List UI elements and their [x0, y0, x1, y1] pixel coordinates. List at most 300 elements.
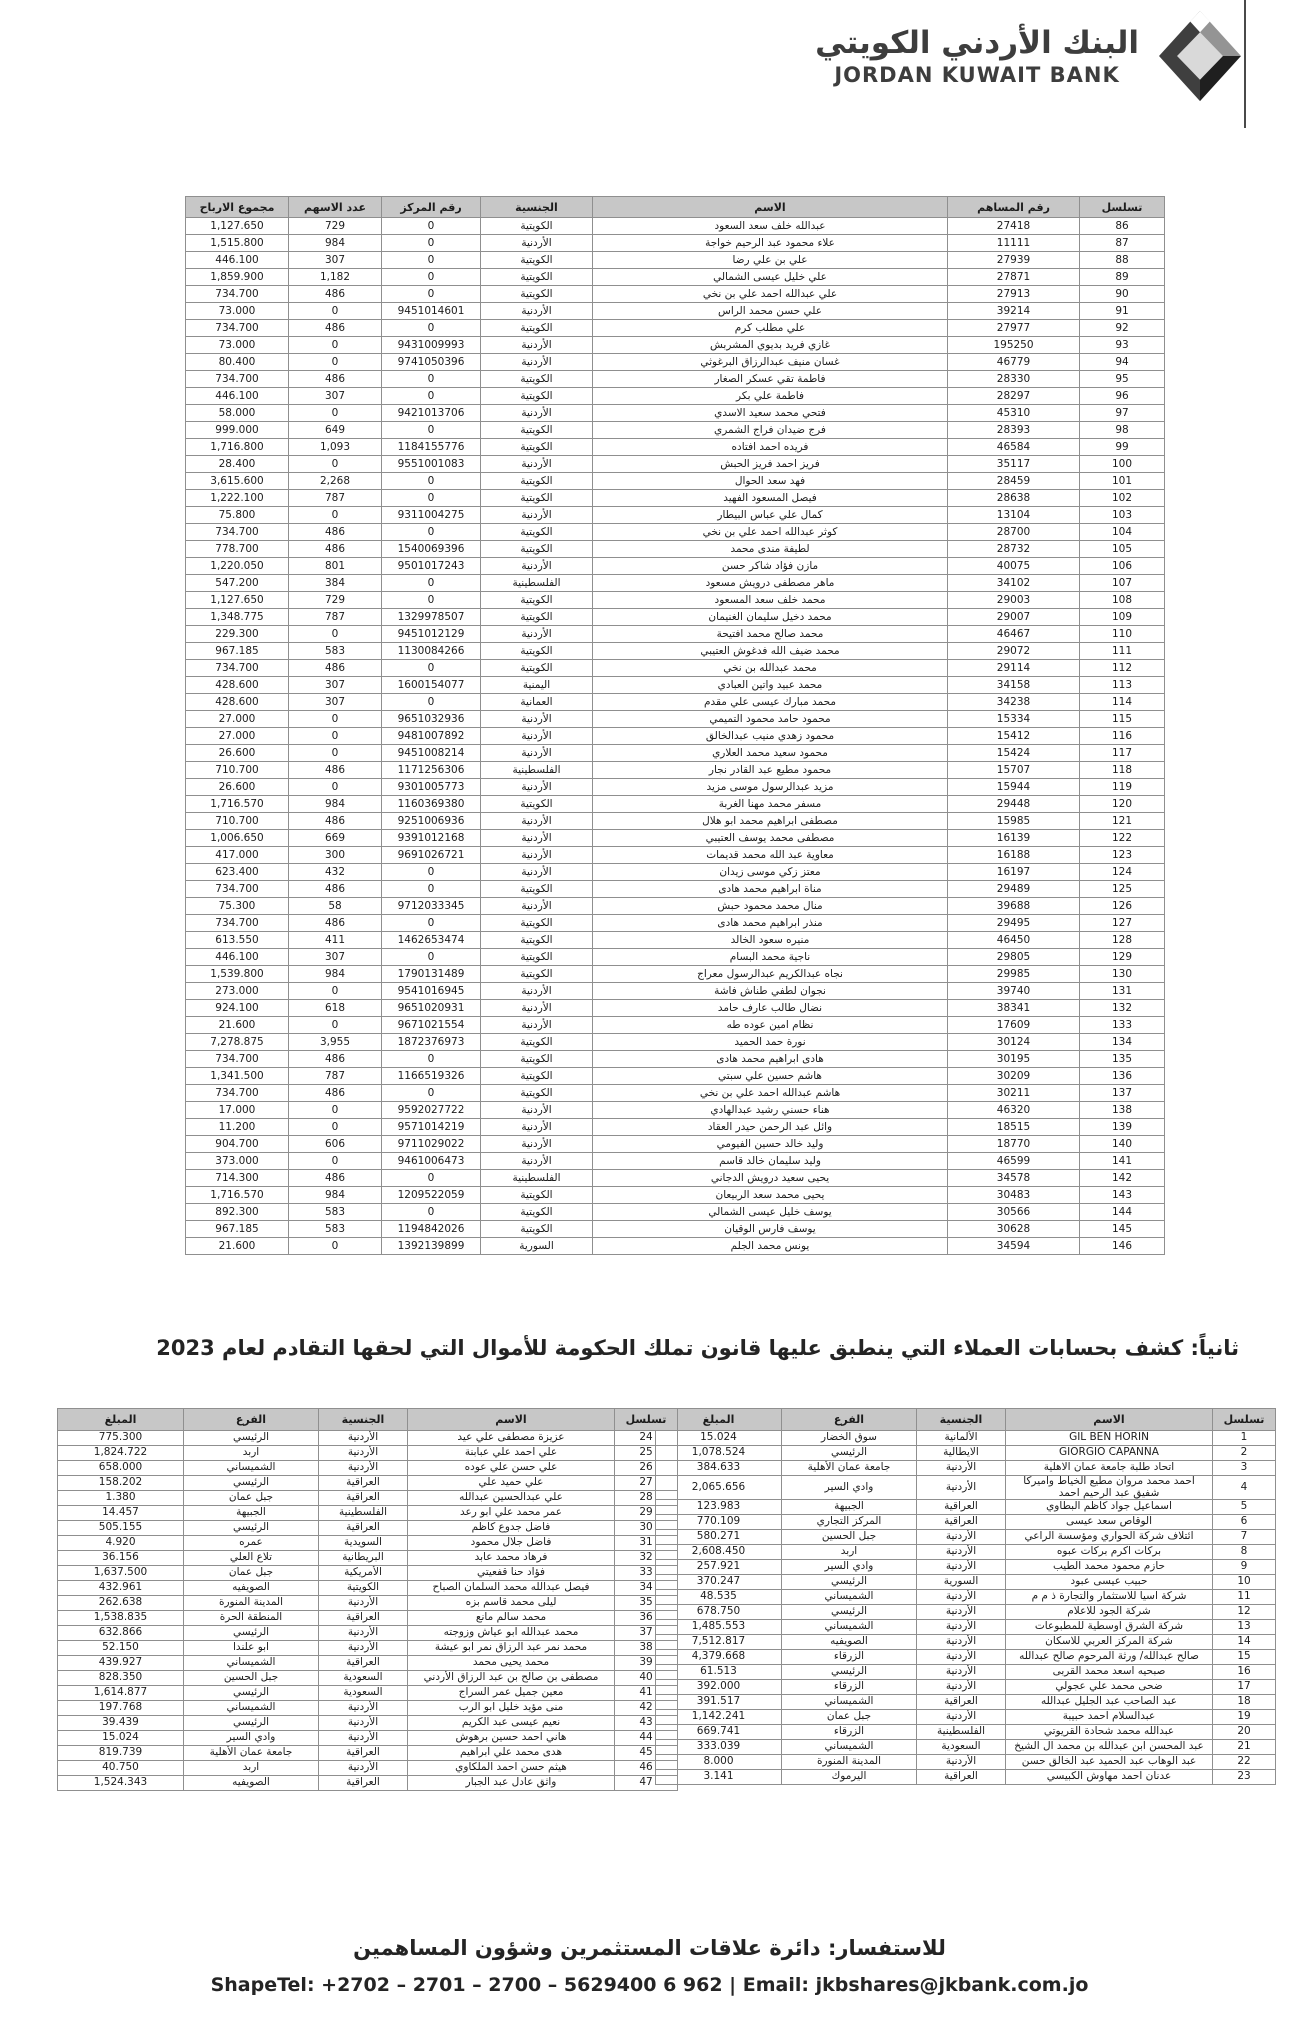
table-cell: صبحيه اسعد محمد القربى	[1006, 1665, 1213, 1680]
table-cell: 86	[1080, 218, 1165, 235]
table-cell: الألمانية	[917, 1431, 1006, 1446]
table-cell: 632.866	[58, 1626, 184, 1641]
table-cell: 0	[289, 405, 382, 422]
table-cell: 195250	[948, 337, 1080, 354]
table-cell: 40075	[948, 558, 1080, 575]
table-cell: العراقية	[319, 1521, 408, 1536]
table-cell: يحيى سعيد درويش الدجاني	[593, 1170, 948, 1187]
table-row	[186, 1204, 1165, 1221]
table-cell: 30	[615, 1521, 678, 1536]
table-cell: 2,065.656	[656, 1476, 782, 1500]
table-cell: 16139	[948, 830, 1080, 847]
table-cell: 36	[615, 1611, 678, 1626]
table-cell: 0	[289, 337, 382, 354]
table-cell: 29495	[948, 915, 1080, 932]
table-cell: 27	[615, 1476, 678, 1491]
table-cell: 118	[1080, 762, 1165, 779]
table-cell: 0	[382, 524, 481, 541]
table-cell: الأردنية	[319, 1716, 408, 1731]
table-cell: 734.700	[186, 660, 289, 677]
table-cell: 486	[289, 320, 382, 337]
table-cell: 28732	[948, 541, 1080, 558]
table-cell: 21.600	[186, 1238, 289, 1255]
table-cell: هادى ابراهيم محمد هادى	[593, 1051, 948, 1068]
table-cell: 73.000	[186, 303, 289, 320]
table-cell: 46599	[948, 1153, 1080, 1170]
table-cell: 9691026721	[382, 847, 481, 864]
table-cell: 9311004275	[382, 507, 481, 524]
table-cell: العراقية	[319, 1476, 408, 1491]
table-cell: 127	[1080, 915, 1165, 932]
table-cell: 28459	[948, 473, 1080, 490]
table-cell: غازي فريد بديوي المشربش	[593, 337, 948, 354]
table-cell: 126	[1080, 898, 1165, 915]
table-cell: 613.550	[186, 932, 289, 949]
table-row	[58, 1716, 678, 1731]
table-cell: الأردنية	[481, 337, 593, 354]
table-cell: 39.439	[58, 1716, 184, 1731]
table-cell: 370.247	[656, 1575, 782, 1590]
table-cell: 0	[382, 422, 481, 439]
bank-name-arabic: البنك الأردني الكويتي	[815, 25, 1139, 61]
table-cell: نورة حمد الحميد	[593, 1034, 948, 1051]
table-cell: 984	[289, 235, 382, 252]
table-cell: احمد محمد مروان مطيع الخياط واميركا شفيق عبد الرحيم احمد	[1006, 1476, 1213, 1500]
table-cell: 428.600	[186, 694, 289, 711]
table-cell: 35117	[948, 456, 1080, 473]
table-row	[656, 1530, 1276, 1545]
table-cell: الكويتية	[481, 286, 593, 303]
table-cell: 43	[615, 1716, 678, 1731]
table-cell: الأردنية	[481, 728, 593, 745]
table-cell: 29448	[948, 796, 1080, 813]
table-cell: 30124	[948, 1034, 1080, 1051]
table-cell: 11	[1213, 1590, 1276, 1605]
table-cell: 1,637.500	[58, 1566, 184, 1581]
table-row	[58, 1431, 678, 1446]
table-cell: 93	[1080, 337, 1165, 354]
table-row	[186, 1051, 1165, 1068]
table-cell: 111	[1080, 643, 1165, 660]
table-cell: 669.741	[656, 1725, 782, 1740]
column-header: الاسم	[1006, 1409, 1213, 1431]
table-cell: 29072	[948, 643, 1080, 660]
table-cell: العراقية	[917, 1770, 1006, 1785]
table-cell: 0	[382, 1051, 481, 1068]
table-cell: الكويتية	[481, 643, 593, 660]
table-cell: 432.961	[58, 1581, 184, 1596]
table-cell: نضال طالب عارف حامد	[593, 1000, 948, 1017]
table-cell: جبل عمان	[782, 1710, 917, 1725]
table-cell: 892.300	[186, 1204, 289, 1221]
table-row	[186, 286, 1165, 303]
table-row	[656, 1740, 1276, 1755]
table-cell: 97	[1080, 405, 1165, 422]
table-cell: 48.535	[656, 1590, 782, 1605]
table-cell: محمد نمر عبد الرزاق نمر ابو عيشة	[408, 1641, 615, 1656]
table-row	[186, 371, 1165, 388]
table-cell: كوثر عبدالله احمد علي بن نخي	[593, 524, 948, 541]
table-cell: 121	[1080, 813, 1165, 830]
table-cell: 0	[289, 728, 382, 745]
table-row	[186, 983, 1165, 1000]
column-header: الفرع	[184, 1409, 319, 1431]
table-row	[58, 1746, 678, 1761]
table-cell: 20	[1213, 1725, 1276, 1740]
table-row	[656, 1545, 1276, 1560]
bank-logo-icon	[1159, 8, 1241, 104]
table-cell: جبل عمان	[184, 1566, 319, 1581]
table-cell: 29003	[948, 592, 1080, 609]
table-cell: 1,127.650	[186, 218, 289, 235]
table-cell: 41	[615, 1686, 678, 1701]
table-cell: 9571014219	[382, 1119, 481, 1136]
table-row	[186, 1017, 1165, 1034]
table-cell: فؤاد حنا قفعيتي	[408, 1566, 615, 1581]
table-cell: 1	[1213, 1431, 1276, 1446]
table-cell: الفلسطينية	[319, 1506, 408, 1521]
bank-name-block	[815, 25, 1139, 87]
table-cell: 99	[1080, 439, 1165, 456]
table-row	[186, 898, 1165, 915]
table-cell: 734.700	[186, 881, 289, 898]
table-cell: 9592027722	[382, 1102, 481, 1119]
table-cell: 135	[1080, 1051, 1165, 1068]
table-cell: 197.768	[58, 1701, 184, 1716]
table-cell: 392.000	[656, 1680, 782, 1695]
table-cell: محمد عبيد واتين العبادي	[593, 677, 948, 694]
table-cell: 9551001083	[382, 456, 481, 473]
table-cell: 257.921	[656, 1560, 782, 1575]
table-cell: 1462653474	[382, 932, 481, 949]
table-cell: الأردنية	[917, 1560, 1006, 1575]
table-cell: 446.100	[186, 388, 289, 405]
table-row	[186, 1034, 1165, 1051]
table-cell: 7,278.875	[186, 1034, 289, 1051]
table-cell: 0	[382, 286, 481, 303]
table-cell: 583	[289, 643, 382, 660]
table-cell: محمد خلف سعد المسعود	[593, 592, 948, 609]
table-cell: البريطانية	[319, 1551, 408, 1566]
table-cell: 307	[289, 949, 382, 966]
table-cell: 128	[1080, 932, 1165, 949]
table-row	[186, 745, 1165, 762]
table-row	[656, 1500, 1276, 1515]
table-cell: 46779	[948, 354, 1080, 371]
table-cell: 486	[289, 660, 382, 677]
table-cell: 73.000	[186, 337, 289, 354]
table-cell: سوق الخضار	[782, 1431, 917, 1446]
table-cell: وائل عبد الرحمن حيدر العقاد	[593, 1119, 948, 1136]
table-cell: 29114	[948, 660, 1080, 677]
table-cell: الأردنية	[481, 1017, 593, 1034]
table-cell: عبدالله خلف سعد السعود	[593, 218, 948, 235]
table-cell: 120	[1080, 796, 1165, 813]
table-cell: 141	[1080, 1153, 1165, 1170]
table-cell: الكويتية	[481, 949, 593, 966]
table-cell: الشميساني	[184, 1701, 319, 1716]
table-cell: 787	[289, 490, 382, 507]
table-cell: 1,341.500	[186, 1068, 289, 1085]
table-cell: 486	[289, 1051, 382, 1068]
table-cell: الفلسطينية	[917, 1725, 1006, 1740]
table-cell: 15.024	[656, 1431, 782, 1446]
column-header: رقم المركز	[382, 197, 481, 218]
table-cell: واثق عادل عبد الجبار	[408, 1776, 615, 1791]
table-cell: صالح عبدالله/ ورثة المرحوم صالح عبدالله	[1006, 1650, 1213, 1665]
table-row	[58, 1476, 678, 1491]
table-cell: 140	[1080, 1136, 1165, 1153]
table-cell: منذر ابراهيم محمد هادى	[593, 915, 948, 932]
table-cell: 34102	[948, 575, 1080, 592]
table-cell: 428.600	[186, 677, 289, 694]
table-cell: 0	[289, 779, 382, 796]
table-cell: العراقية	[917, 1515, 1006, 1530]
table-cell: 9711029022	[382, 1136, 481, 1153]
table-cell: مصطفى محمد يوسف العتيبي	[593, 830, 948, 847]
table-cell: اربد	[184, 1446, 319, 1461]
table-cell: 1,220.050	[186, 558, 289, 575]
table-cell: الكويتية	[481, 439, 593, 456]
table-cell: 583	[289, 1204, 382, 1221]
table-cell: 46450	[948, 932, 1080, 949]
dormant-accounts-table-left	[57, 1408, 678, 1791]
table-row	[186, 728, 1165, 745]
table-cell: 787	[289, 609, 382, 626]
table-cell: 1,824.722	[58, 1446, 184, 1461]
table-cell: فرهاد محمد عابد	[408, 1551, 615, 1566]
table-row	[58, 1461, 678, 1476]
table-cell: 123.983	[656, 1500, 782, 1515]
table-cell: الشميساني	[782, 1590, 917, 1605]
table-cell: 32	[615, 1551, 678, 1566]
table-cell: 102	[1080, 490, 1165, 507]
table-cell: الكويتية	[481, 1187, 593, 1204]
table-cell: 729	[289, 218, 382, 235]
table-cell: الزرقاء	[782, 1650, 917, 1665]
table-cell: الكويتية	[319, 1581, 408, 1596]
table-cell: 125	[1080, 881, 1165, 898]
table-row	[656, 1446, 1276, 1461]
table-cell: الرئيسي	[184, 1521, 319, 1536]
table-cell: 678.750	[656, 1605, 782, 1620]
table-cell: 28638	[948, 490, 1080, 507]
table-cell: نجاه عبدالكريم عبدالرسول معراج	[593, 966, 948, 983]
table-cell: 9451012129	[382, 626, 481, 643]
table-cell: 0	[289, 745, 382, 762]
table-cell: 446.100	[186, 949, 289, 966]
table-row	[186, 320, 1165, 337]
column-header: تسلسل	[1080, 197, 1165, 218]
table-cell: الرئيسي	[782, 1446, 917, 1461]
table-cell: 7,512.817	[656, 1635, 782, 1650]
table-row	[656, 1431, 1276, 1446]
table-cell: 0	[289, 1119, 382, 1136]
table-row	[58, 1536, 678, 1551]
table-cell: 0	[289, 1017, 382, 1034]
table-cell: شركة الشرق اوسطية للمطبوعات	[1006, 1620, 1213, 1635]
table-cell: 486	[289, 915, 382, 932]
table-cell: 3,955	[289, 1034, 382, 1051]
table-cell: منيره سعود الخالد	[593, 932, 948, 949]
table-cell: جبل الحسين	[782, 1530, 917, 1545]
table-cell: 40.750	[58, 1761, 184, 1776]
table-cell: 300	[289, 847, 382, 864]
table-cell: نعيم عيسى عبد الكريم	[408, 1716, 615, 1731]
table-row	[656, 1680, 1276, 1695]
table-cell: الشميساني	[184, 1656, 319, 1671]
table-cell: 18515	[948, 1119, 1080, 1136]
table-cell: 0	[382, 490, 481, 507]
table-cell: عدنان احمد مهاوش الكبيسي	[1006, 1770, 1213, 1785]
table-row	[186, 1238, 1165, 1255]
table-cell: شركة اسيا للاستثمار والتجارة ذ م م	[1006, 1590, 1213, 1605]
table-cell: 91	[1080, 303, 1165, 320]
table-cell: الكويتية	[481, 371, 593, 388]
table-cell: الرئيسي	[184, 1431, 319, 1446]
table-cell: 1,222.100	[186, 490, 289, 507]
table-cell: الأردنية	[481, 558, 593, 575]
table-cell: 46584	[948, 439, 1080, 456]
table-cell: 1,716.570	[186, 1187, 289, 1204]
table-cell: ائتلاف شركة الحواري ومؤسسة الراعي	[1006, 1530, 1213, 1545]
table-row	[656, 1560, 1276, 1575]
table-cell: فاضل جلال محمود	[408, 1536, 615, 1551]
table-cell: 775.300	[58, 1431, 184, 1446]
table-row	[58, 1776, 678, 1791]
table-cell: 0	[382, 915, 481, 932]
table-cell: الأردنية	[917, 1530, 1006, 1545]
table-cell: الأردنية	[319, 1596, 408, 1611]
table-cell: 9671021554	[382, 1017, 481, 1034]
table-cell: اربد	[184, 1761, 319, 1776]
table-row	[186, 1102, 1165, 1119]
table-cell: 142	[1080, 1170, 1165, 1187]
table-cell: 1194842026	[382, 1221, 481, 1238]
table-cell: عمره	[184, 1536, 319, 1551]
table-cell: 0	[289, 711, 382, 728]
table-cell: الأردنية	[481, 1119, 593, 1136]
table-cell: 547.200	[186, 575, 289, 592]
column-header: الاسم	[408, 1409, 615, 1431]
table-cell: الكويتية	[481, 422, 593, 439]
table-cell: 105	[1080, 541, 1165, 558]
table-cell: علي احمد علي عبابنة	[408, 1446, 615, 1461]
table-cell: 0	[382, 881, 481, 898]
table-cell: علي خليل عيسى الشمالي	[593, 269, 948, 286]
table-cell: 106	[1080, 558, 1165, 575]
header-row	[656, 1409, 1276, 1431]
table-cell: الأردنية	[917, 1665, 1006, 1680]
table-cell: 1,538.835	[58, 1611, 184, 1626]
table-row	[186, 779, 1165, 796]
table-cell: وادي السير	[184, 1731, 319, 1746]
table-cell: محمد ضيف الله فدغوش العتيبي	[593, 643, 948, 660]
table-cell: الأردنية	[319, 1626, 408, 1641]
table-row	[186, 558, 1165, 575]
table-cell: هيثم حسن احمد الملكاوي	[408, 1761, 615, 1776]
table-cell: 486	[289, 286, 382, 303]
table-cell: 116	[1080, 728, 1165, 745]
table-cell: 486	[289, 881, 382, 898]
table-cell: الصويفيه	[782, 1635, 917, 1650]
table-cell: 117	[1080, 745, 1165, 762]
table-cell: الأردنية	[917, 1755, 1006, 1770]
table-cell: 28330	[948, 371, 1080, 388]
table-row	[186, 796, 1165, 813]
table-cell: محمد دخيل سليمان الغنيمان	[593, 609, 948, 626]
table-cell: 4.920	[58, 1536, 184, 1551]
table-cell: 122	[1080, 830, 1165, 847]
table-row	[186, 1068, 1165, 1085]
table-cell: 262.638	[58, 1596, 184, 1611]
table-cell: 45310	[948, 405, 1080, 422]
table-cell: الكويتية	[481, 524, 593, 541]
table-row	[186, 677, 1165, 694]
table-row	[186, 694, 1165, 711]
table-cell: 92	[1080, 320, 1165, 337]
table-cell: علي عبدالحسين عبدالله	[408, 1491, 615, 1506]
table-cell: علي مطلب كرم	[593, 320, 948, 337]
table-cell: الكويتية	[481, 320, 593, 337]
table-cell: عبدالسلام احمد حبيبة	[1006, 1710, 1213, 1725]
table-cell: علي حميد علي	[408, 1476, 615, 1491]
table-cell: 131	[1080, 983, 1165, 1000]
header-row	[58, 1409, 678, 1431]
table-cell: محمود مطيع عبد القادر نجار	[593, 762, 948, 779]
table-cell: 25	[615, 1446, 678, 1461]
table-cell: GIORGIO CAPANNA	[1006, 1446, 1213, 1461]
table-cell: 30566	[948, 1204, 1080, 1221]
table-cell: 36.156	[58, 1551, 184, 1566]
table-cell: الكويتية	[481, 881, 593, 898]
table-cell: 45	[615, 1746, 678, 1761]
table-cell: 9541016945	[382, 983, 481, 1000]
table-cell: 1,524.343	[58, 1776, 184, 1791]
table-cell: هاشم حسين علي سبتي	[593, 1068, 948, 1085]
table-cell: 23	[1213, 1770, 1276, 1785]
footer-contact-text: ShapeTel: +2702 – 2701 – 2700 – 5629400 6 962 | Email: jkbshares@jkbank.com.jo	[210, 1974, 1089, 1996]
table-cell: 9712033345	[382, 898, 481, 915]
table-cell: 27913	[948, 286, 1080, 303]
table-cell: 46	[615, 1761, 678, 1776]
table-row	[656, 1476, 1276, 1500]
table-cell: 333.039	[656, 1740, 782, 1755]
table-cell: 623.400	[186, 864, 289, 881]
table-cell: الجبيهة	[782, 1500, 917, 1515]
table-cell: السعودية	[917, 1740, 1006, 1755]
table-row	[58, 1596, 678, 1611]
table-cell: 967.185	[186, 1221, 289, 1238]
table-cell: 24	[615, 1431, 678, 1446]
table-cell: 0	[382, 235, 481, 252]
table-cell: 924.100	[186, 1000, 289, 1017]
table-cell: 1600154077	[382, 677, 481, 694]
table-cell: 38341	[948, 1000, 1080, 1017]
table-cell: 129	[1080, 949, 1165, 966]
table-cell: الكويتية	[481, 388, 593, 405]
table-row	[186, 218, 1165, 235]
table-cell: 273.000	[186, 983, 289, 1000]
table-cell: 5	[1213, 1500, 1276, 1515]
table-cell: 134	[1080, 1034, 1165, 1051]
table-cell: 3.141	[656, 1770, 782, 1785]
table-cell: الأردنية	[917, 1476, 1006, 1500]
table-row	[186, 864, 1165, 881]
table-cell: 9741050396	[382, 354, 481, 371]
column-header: المبلغ	[58, 1409, 184, 1431]
table-cell: حبيب عيسى عبود	[1006, 1575, 1213, 1590]
